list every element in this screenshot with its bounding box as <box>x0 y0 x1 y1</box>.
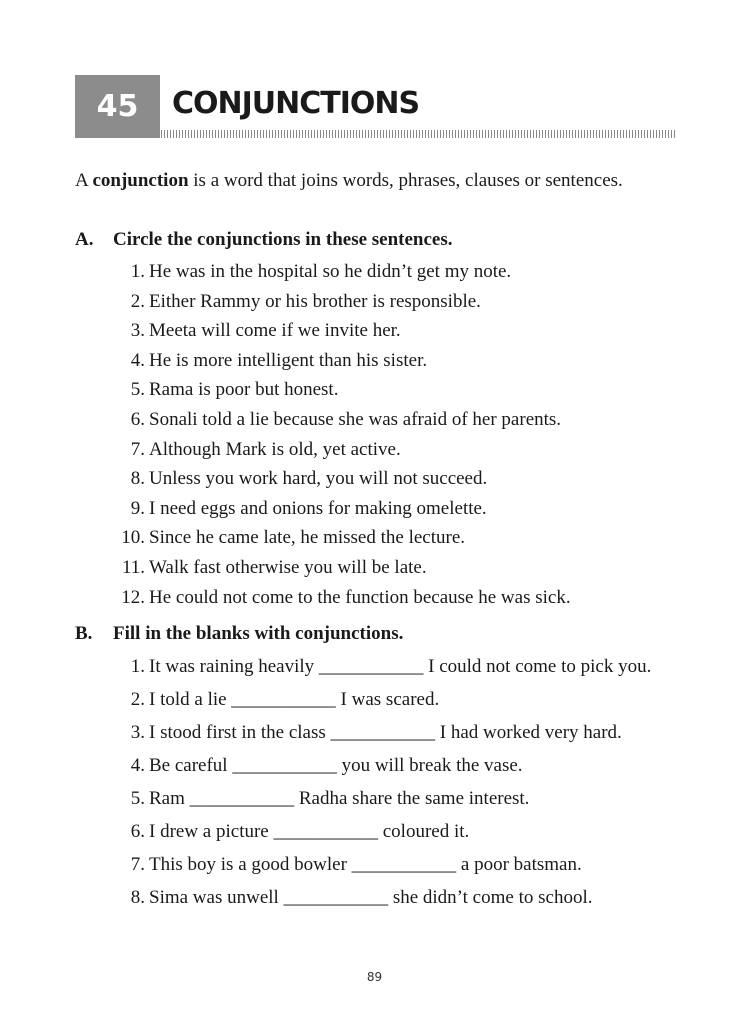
chapter-title: CONJUNCTIONS <box>172 86 420 121</box>
item-text: I stood first in the class ___________ I had worked very hard. <box>149 722 622 743</box>
list-item <box>105 788 685 810</box>
item-number: 1. <box>130 261 145 282</box>
item-text: Since he came late, he missed the lecture. <box>149 527 466 549</box>
section-b-heading <box>75 623 403 645</box>
item-text: Rama is poor but honest. <box>149 379 339 401</box>
item-number: 2. <box>130 689 145 710</box>
item-number: 8. <box>130 887 145 908</box>
list-item <box>105 755 685 777</box>
item-text: Sima was unwell ___________ she didn’t come to school. <box>149 887 593 908</box>
item-number: 12. <box>121 586 145 608</box>
list-item <box>105 440 665 470</box>
item-text: He is more intelligent than his sister. <box>149 349 428 371</box>
page-number: 89 <box>366 970 383 984</box>
item-text: Unless you work hard, you will not succeed. <box>149 468 488 490</box>
list-item <box>105 321 665 351</box>
item-number: 2. <box>130 290 145 312</box>
section-a-list <box>105 262 665 617</box>
item-number: 8. <box>130 468 145 490</box>
item-number: 7. <box>130 854 145 875</box>
list-item <box>105 380 665 410</box>
list-item <box>105 887 685 909</box>
item-number: 1. <box>130 656 145 677</box>
list-item <box>105 588 665 618</box>
list-item <box>105 689 685 711</box>
item-text: I need eggs and onions for making omelette. <box>149 497 487 519</box>
item-text: I told a lie ___________ I was scared. <box>149 689 440 710</box>
item-text: Walk fast otherwise you will be late. <box>149 556 427 578</box>
item-text: He was in the hospital so he didn’t get my note. <box>149 261 512 282</box>
chapter-number: 45 <box>96 89 139 124</box>
list-item <box>105 558 665 588</box>
item-number: 4. <box>130 755 145 776</box>
item-text: It was raining heavily ___________ I could not come to pick you. <box>149 656 652 677</box>
section-b-letter: B. <box>75 623 93 644</box>
item-text: Be careful ___________ you will break the vase. <box>149 755 523 776</box>
item-number: 6. <box>130 408 145 430</box>
item-text: Meeta will come if we invite her. <box>149 320 401 342</box>
item-number: 11. <box>121 556 145 578</box>
section-b-title: Fill in the blanks with conjunctions. <box>113 623 404 644</box>
item-number: 7. <box>130 438 145 460</box>
intro-term: conjunction <box>92 170 189 191</box>
intro-prefix: A <box>75 170 93 191</box>
item-text: I drew a picture ___________ coloured it. <box>149 821 470 842</box>
item-number: 5. <box>130 379 145 401</box>
list-item <box>105 499 665 529</box>
list-item <box>105 656 685 678</box>
item-number: 4. <box>130 349 145 371</box>
list-item <box>105 528 665 558</box>
item-number: 5. <box>130 788 145 809</box>
list-item <box>105 351 665 381</box>
item-number: 10. <box>121 527 145 549</box>
section-a-heading <box>75 229 453 251</box>
intro-paragraph <box>75 170 645 192</box>
item-text: He could not come to the function because he was sick. <box>149 586 571 608</box>
intro-rest: is a word that joins words, phrases, clauses or sentences. <box>188 170 623 191</box>
list-item <box>105 292 665 322</box>
section-a-letter: A. <box>75 229 94 250</box>
list-item <box>105 262 665 292</box>
title-underline-rule <box>161 130 676 138</box>
item-number: 3. <box>130 320 145 342</box>
list-item <box>105 821 685 843</box>
section-b-list <box>105 656 685 920</box>
list-item <box>105 410 665 440</box>
item-text: Sonali told a lie because she was afraid of her parents. <box>149 408 562 430</box>
list-item <box>105 854 685 876</box>
list-item <box>105 469 665 499</box>
item-text: Either Rammy or his brother is responsible. <box>149 290 481 312</box>
item-number: 3. <box>130 722 145 743</box>
chapter-number-badge <box>75 75 160 138</box>
item-number: 9. <box>130 497 145 519</box>
item-text: Ram ___________ Radha share the same interest. <box>149 788 530 809</box>
item-text: This boy is a good bowler ___________ a poor batsman. <box>149 854 582 875</box>
list-item <box>105 722 685 744</box>
section-a-title: Circle the conjunctions in these sentences. <box>113 229 453 250</box>
item-number: 6. <box>130 821 145 842</box>
item-text: Although Mark is old, yet active. <box>149 438 401 460</box>
